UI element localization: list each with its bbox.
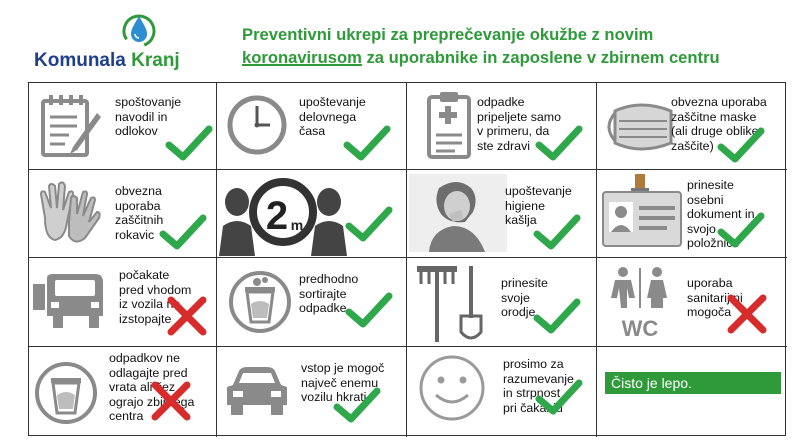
- cross-icon: [147, 381, 195, 421]
- title-highlight: koronavirusom: [242, 48, 362, 67]
- page-title: [242, 23, 787, 69]
- cough-hygiene-icon: [409, 174, 507, 252]
- measure-text: obvezna uporaba zaščitnih rokavic: [115, 184, 164, 242]
- measure-cell: [407, 347, 597, 437]
- distance-unit: m: [290, 217, 304, 233]
- cross-icon: [723, 294, 771, 334]
- checkmark-icon: [343, 123, 391, 163]
- checkmark-icon: [717, 210, 765, 250]
- measure-cell: [407, 83, 597, 170]
- measure-text: predhodno sortirajte odpadke: [299, 272, 359, 315]
- checkmark-icon: [165, 123, 213, 163]
- rake-shovel-icon: [413, 262, 493, 344]
- checkmark-icon: [345, 204, 393, 244]
- checkmark-icon: [345, 290, 393, 330]
- slogan-banner: Čisto je lepo.: [605, 372, 781, 394]
- measure-cell: [217, 170, 407, 258]
- svg-text:WC: WC: [621, 316, 659, 340]
- sorting-bin-icon: [229, 268, 291, 336]
- measure-text: upoštevanje delovnega časa: [299, 95, 366, 138]
- measure-cell: [217, 347, 407, 437]
- checkmark-icon: [533, 296, 581, 336]
- measure-text: prosimo za razumevanje in strpnost pri čakanju: [503, 357, 574, 415]
- cross-icon: [163, 296, 211, 336]
- face-mask-icon: [601, 97, 681, 157]
- measure-text: prinesite svoje orodje: [501, 276, 548, 319]
- clock-icon: [225, 93, 289, 157]
- checkmark-icon: [159, 212, 207, 252]
- checkmark-icon: [533, 212, 581, 252]
- notepad-pencil-icon: [37, 91, 103, 159]
- measure-text: odpadkov ne odlagajte pred vrata ali čez ograjo zbirnega centra: [109, 351, 195, 423]
- checkmark-icon: [535, 377, 583, 417]
- gloves-icon: [35, 178, 105, 248]
- brand-name-part1: Komunala: [34, 50, 126, 71]
- smiley-icon: [417, 353, 487, 423]
- wc-icon: [611, 264, 669, 340]
- measure-text: počakate pred vhodom iz vozila ne izstopajte: [119, 268, 192, 326]
- measure-cell: [29, 170, 217, 258]
- measure-cell: [29, 83, 217, 170]
- checkmark-icon: [535, 123, 583, 163]
- checkmark-icon: [717, 125, 765, 165]
- measure-cell: [217, 258, 407, 347]
- brand-name-part2: Kranj: [131, 50, 180, 71]
- checkmark-icon: [333, 385, 381, 425]
- measure-text: spoštovanje navodil in odlokov: [115, 95, 182, 138]
- company-logo: [34, 10, 234, 70]
- measure-text: prinesite osebni dokument in svojo položnico: [687, 178, 755, 250]
- measure-text: obvezna uporaba zaščitne maske (ali druge oblike zaščite): [671, 95, 767, 153]
- title-line2-rest: za uporabnike in zaposlene v zbirnem centru: [361, 48, 720, 67]
- measures-grid: [28, 82, 786, 436]
- measure-text: vstop je mogoč največ enemu vozilu hkrati: [301, 361, 385, 404]
- measure-cell: [217, 83, 407, 170]
- measure-cell: [29, 347, 217, 437]
- measure-text: uporaba sanitarij ni mogoča: [687, 276, 743, 319]
- distance-number: 2: [265, 194, 289, 238]
- measure-text: odpadke pripeljete samo v primeru, da ste zdravi: [477, 95, 562, 153]
- measure-cell: [407, 258, 597, 347]
- title-line2: [242, 46, 787, 69]
- measure-cell: [597, 83, 787, 170]
- measure-cell: [597, 170, 787, 258]
- clipboard-medical-icon: [425, 89, 473, 161]
- distance-2m-icon: [219, 172, 347, 256]
- measure-text: upoštevanje higiene kašlja: [505, 184, 572, 227]
- water-drop-logo-icon: [122, 12, 156, 48]
- car-icon: [223, 365, 291, 419]
- measure-cell: [29, 258, 217, 347]
- id-badge-icon: [601, 174, 683, 250]
- measure-cell: [407, 170, 597, 258]
- waste-bin-icon: [35, 359, 97, 427]
- slogan-cell: [597, 347, 787, 437]
- measure-cell: [597, 258, 787, 347]
- title-line1: Preventivni ukrepi za preprečevanje okužbe z novim: [242, 25, 654, 44]
- truck-icon: [33, 272, 107, 330]
- brand-name: [34, 50, 234, 72]
